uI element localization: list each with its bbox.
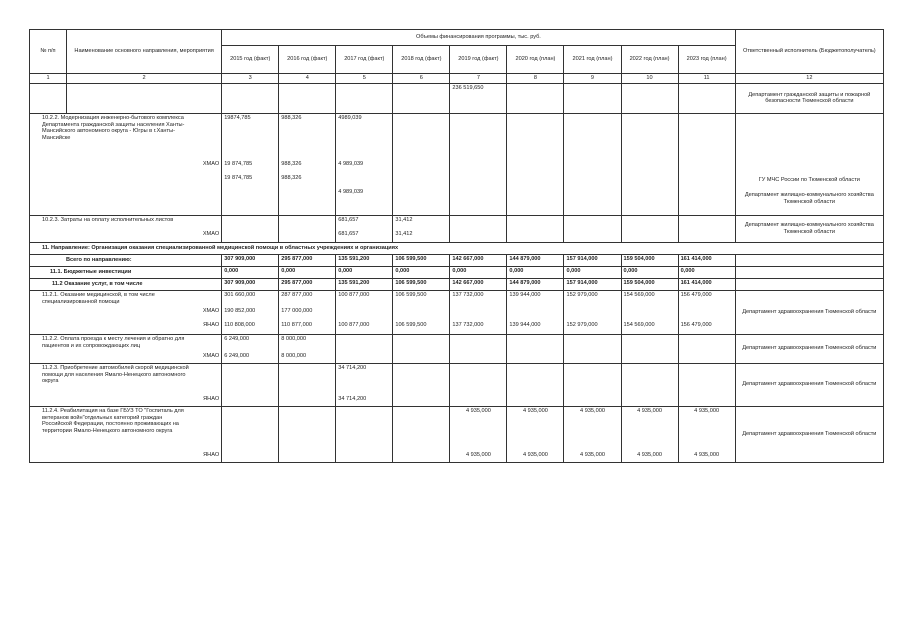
- value-text: 100 877,000: [338, 321, 370, 328]
- value-text: 8 000,000: [281, 352, 307, 359]
- header-year: 2023 год (план): [678, 46, 735, 74]
- value-text: 4 935,000: [523, 407, 548, 414]
- value-cell: [393, 215, 450, 242]
- value-text: 154 569,000: [623, 291, 655, 298]
- item-title: 11.2.2. Оплата проезда к месту лечения и обратно для пациентов и их сопровождающих лиц: [42, 335, 185, 349]
- col-number: 4: [279, 74, 336, 84]
- value-cell: 135 591,200: [336, 278, 393, 290]
- col-number: 5: [336, 74, 393, 84]
- item-title: 11.2.4. Реабилитация на базе ГБУЗ ТО "Госпиталь для ветеранов войн"отдельных категорий граждан Российской Федерации, постоянно проживающих на территории Ямало-Ненецкого автономного округа: [42, 407, 184, 435]
- value-cell: [279, 290, 336, 334]
- item-cell: [30, 290, 222, 334]
- value-cell: 142 667,000: [450, 278, 507, 290]
- value-cell: 295 877,000: [279, 254, 336, 266]
- value-cell: [279, 113, 336, 215]
- executor-cell: Департамент жилищно-коммунального хозяйства Тюменской области: [735, 215, 883, 242]
- region-label: ХМАО: [202, 230, 220, 237]
- value-text: 4989,039: [338, 114, 362, 121]
- executor-cell: [735, 113, 883, 215]
- item-title: 11.2.3. Приобретение автомобилей скорой медицинской помощи для населения Ямало-Ненецкого автономного округа: [42, 364, 189, 385]
- value-text: 137 732,000: [452, 321, 484, 328]
- value-text: 8 000,000: [281, 335, 307, 342]
- total-row: [30, 254, 884, 266]
- value-text: 110 877,000: [281, 321, 312, 328]
- value-cell: 142 667,000: [450, 254, 507, 266]
- value-cell: [678, 406, 735, 462]
- executor-text: Департамент жилищно-коммунального хозяйства Тюменской области: [744, 191, 874, 205]
- table-row: [30, 83, 884, 113]
- value-text: 154 569,000: [623, 321, 655, 328]
- value-cell: [336, 363, 393, 406]
- value-text: 106 599,500: [395, 321, 427, 328]
- value-cell: 161 414,000: [678, 254, 735, 266]
- col-number: 9: [564, 74, 621, 84]
- value-text: 31,412: [395, 216, 413, 223]
- value-cell: 157 914,000: [564, 254, 621, 266]
- total-label: Всего по направлению:: [30, 254, 222, 266]
- value-cell: [621, 406, 678, 462]
- value-cell: 144 879,000: [507, 254, 564, 266]
- value-text: 137 732,000: [452, 291, 484, 298]
- value-cell: 0,000: [450, 266, 507, 278]
- value-cell: [621, 290, 678, 334]
- header-year: 2022 год (план): [621, 46, 678, 74]
- value-cell: 0,000: [507, 266, 564, 278]
- value-text: 4 935,000: [694, 407, 720, 414]
- value-text: 34 714,200: [338, 364, 367, 371]
- header-year: 2019 год (факт): [450, 46, 507, 74]
- value-text: 34 714,200: [338, 395, 367, 402]
- value-text: 988,326: [281, 174, 302, 181]
- table-row: [30, 290, 884, 334]
- col-number: 10: [621, 74, 678, 84]
- value-cell: [222, 334, 279, 363]
- value-cell: 307 909,000: [222, 278, 279, 290]
- value-cell: [336, 290, 393, 334]
- value-text: 4 935,000: [465, 407, 491, 414]
- value-text: 152 979,000: [566, 291, 598, 298]
- value-cell: [222, 290, 279, 334]
- funding-table: [29, 29, 884, 463]
- value-cell: [279, 334, 336, 363]
- value-text: 4 935,000: [580, 451, 605, 458]
- value-cell: [507, 290, 564, 334]
- value-cell: 157 914,000: [564, 278, 621, 290]
- value-cell: 106 599,500: [393, 254, 450, 266]
- value-text: 681,657: [338, 230, 359, 237]
- value-cell: [336, 215, 393, 242]
- col-number: 3: [222, 74, 279, 84]
- value-cell: 0,000: [621, 266, 678, 278]
- value-text: 4 989,039: [338, 188, 364, 195]
- value-text: 19874,785: [224, 114, 251, 121]
- header-year: 2021 год (план): [564, 46, 621, 74]
- table-row: [30, 113, 884, 215]
- column-number-row: [30, 74, 884, 84]
- value-text: 177 000,000: [281, 307, 313, 314]
- value-text: 4 935,000: [637, 451, 662, 458]
- header-row: [30, 30, 884, 46]
- value-text: 4 935,000: [694, 451, 720, 458]
- value-text: 4 935,000: [465, 451, 491, 458]
- value-cell: [336, 113, 393, 215]
- value-cell: [450, 290, 507, 334]
- value-cell: 159 504,000: [621, 254, 678, 266]
- value-cell: 159 504,000: [621, 278, 678, 290]
- item-cell: [30, 215, 222, 242]
- value-cell: 307 909,000: [222, 254, 279, 266]
- executor-text: ГУ МЧС России по Тюменской области: [758, 176, 860, 183]
- value-text: 4 935,000: [580, 407, 605, 414]
- invest-row: [30, 266, 884, 278]
- value-text: 4 935,000: [523, 451, 548, 458]
- value-cell: 0,000: [393, 266, 450, 278]
- col-number: 11: [678, 74, 735, 84]
- header-funding: Объемы финансирования программы, тыс. руб.: [222, 30, 736, 46]
- col-number: 7: [450, 74, 507, 84]
- value-text: 6 249,000: [224, 335, 250, 342]
- item-cell: [30, 363, 222, 406]
- value-text: 190 852,000: [224, 307, 256, 314]
- col-number: 6: [393, 74, 450, 84]
- col-number: 1: [30, 74, 67, 84]
- value-cell: 0,000: [564, 266, 621, 278]
- item-title: 10.2.2. Модернизация инженерно-бытового комплекса Департамента гражданской защиты населения Ханты-Мансийского автономного округа - Югры в г.Ханты-Мансийске: [42, 114, 185, 142]
- value-cell: [564, 290, 621, 334]
- header-year: 2018 год (факт): [393, 46, 450, 74]
- value-text: 988,326: [281, 160, 302, 167]
- value-text: 152 979,000: [566, 321, 598, 328]
- table-row: [30, 363, 884, 406]
- header-num: № п/п: [30, 30, 67, 74]
- value-cell: [564, 406, 621, 462]
- value-text: 156 479,000: [680, 291, 712, 298]
- region-label: ХМАО: [202, 307, 220, 314]
- value-cell: 161 414,000: [678, 278, 735, 290]
- header-year: 2015 год (факт): [222, 46, 279, 74]
- value-text: 4 935,000: [637, 407, 662, 414]
- header-year: 2017 год (факт): [336, 46, 393, 74]
- executor-cell: Департамент здравоохранения Тюменской области: [735, 406, 883, 462]
- value-cell: 0,000: [222, 266, 279, 278]
- invest-label: 11.1. Бюджетные инвестиции: [30, 266, 222, 278]
- value-cell: 0,000: [279, 266, 336, 278]
- value-text: 4 989,039: [338, 160, 364, 167]
- value-text: 19 874,785: [224, 160, 253, 167]
- region-label: ЯНАО: [203, 321, 220, 328]
- executor-cell: Департамент здравоохранения Тюменской области: [735, 363, 883, 406]
- value-text: 106 599,500: [395, 291, 427, 298]
- header-year: 2016 год (факт): [279, 46, 336, 74]
- item-cell: [30, 113, 222, 215]
- value-text: 681,657: [338, 216, 359, 223]
- value-text: 139 944,000: [509, 291, 541, 298]
- value-cell: [678, 290, 735, 334]
- table-row: [30, 406, 884, 462]
- value-text: 287 877,000: [281, 291, 313, 298]
- value-text: 139 944,000: [509, 321, 541, 328]
- value-cell: 0,000: [336, 266, 393, 278]
- table-row: [30, 215, 884, 242]
- col-number: 2: [67, 74, 222, 84]
- value-text: 988,326: [281, 114, 302, 121]
- col-number: 8: [507, 74, 564, 84]
- value-cell: 106 599,500: [393, 278, 450, 290]
- executor-cell: Департамент здравоохранения Тюменской области: [735, 290, 883, 334]
- item-cell: [30, 406, 222, 462]
- value-cell: 144 879,000: [507, 278, 564, 290]
- item-cell: [30, 334, 222, 363]
- value-text: 100 877,000: [338, 291, 370, 298]
- services-label: 11.2 Оказание услуг, в том числе: [30, 278, 222, 290]
- header-executor: Ответственный исполнитель (Бюджетополучатель): [735, 30, 883, 74]
- value-cell: [507, 406, 564, 462]
- section-title: 11. Направление: Организация оказания специализированной медицинской помощи в областных учреждениях и организациях: [30, 242, 884, 254]
- section-row: [30, 242, 884, 254]
- region-label: ХМАО: [202, 352, 220, 359]
- value-cell: [393, 290, 450, 334]
- region-label: ЯНАО: [203, 451, 220, 458]
- value-cell: [222, 113, 279, 215]
- value-cell: 236 519,650: [450, 83, 507, 113]
- table-row: [30, 334, 884, 363]
- value-text: 6 249,000: [224, 352, 250, 359]
- value-text: 19 874,785: [224, 174, 253, 181]
- services-row: [30, 278, 884, 290]
- value-cell: 295 877,000: [279, 278, 336, 290]
- value-text: 301 660,000: [224, 291, 256, 298]
- header-name: Наименование основного направления, мероприятия: [67, 30, 222, 74]
- value-text: 110 808,000: [224, 321, 255, 328]
- value-cell: 0,000: [678, 266, 735, 278]
- value-cell: [450, 406, 507, 462]
- value-text: 156 479,000: [680, 321, 712, 328]
- col-number: 12: [735, 74, 883, 84]
- region-label: ЯНАО: [203, 395, 220, 402]
- executor-cell: Департамент здравоохранения Тюменской области: [735, 334, 883, 363]
- value-text: 31,412: [395, 230, 413, 237]
- header-year: 2020 год (план): [507, 46, 564, 74]
- executor-cell: Департамент гражданской защиты и пожарной безопасности Тюменской области: [735, 83, 883, 113]
- value-cell: 135 591,200: [336, 254, 393, 266]
- item-title: 11.2.1. Оказание медицинской, в том числе специализированной помощи: [42, 291, 155, 305]
- item-title: 10.2.3. Затраты на оплату исполнительных листов: [42, 216, 174, 223]
- region-label: ХМАО: [202, 160, 220, 167]
